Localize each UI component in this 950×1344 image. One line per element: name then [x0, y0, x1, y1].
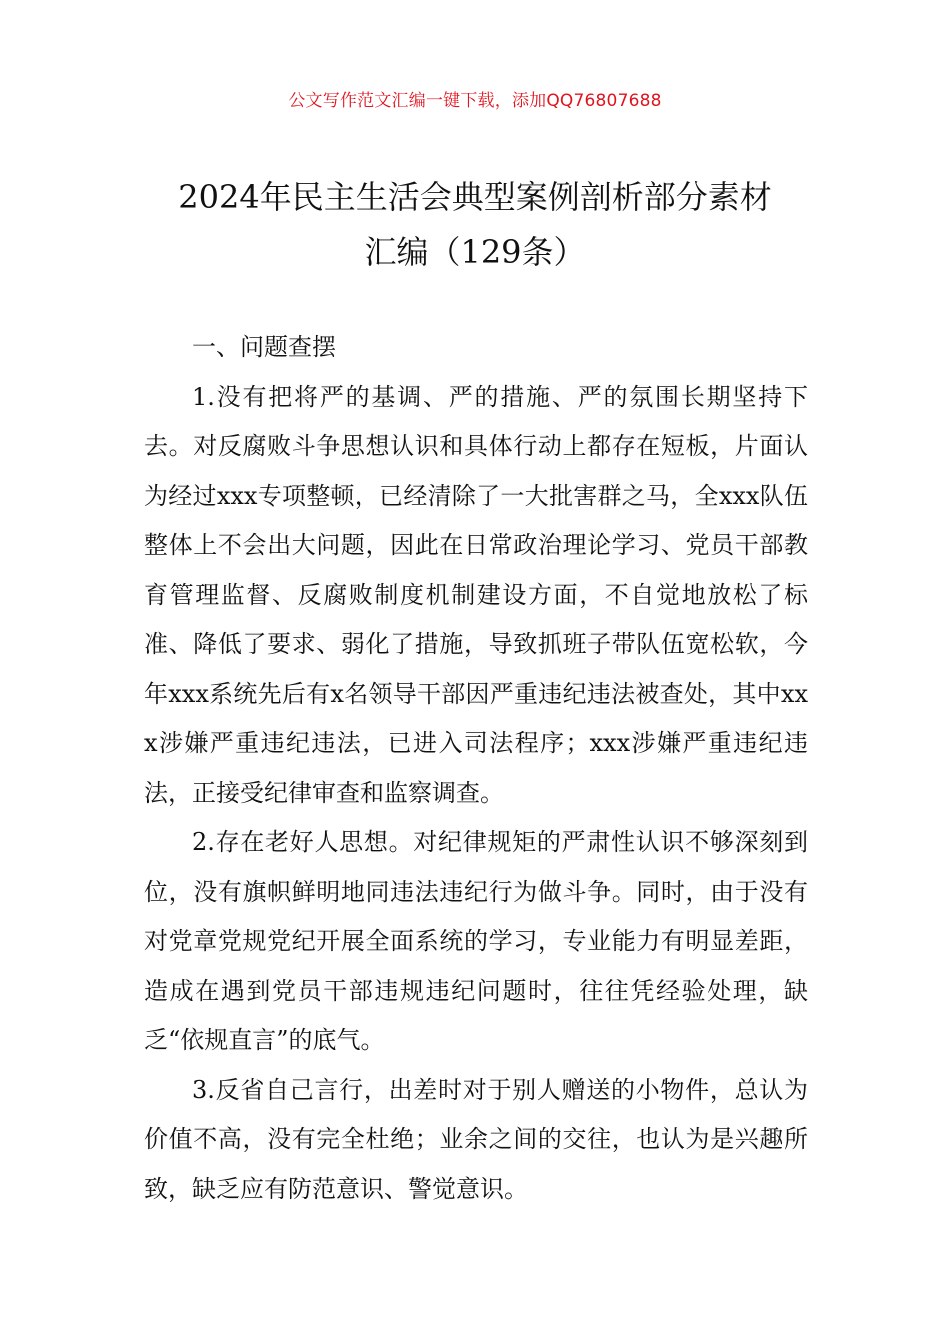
paragraph-1: 1.没有把将严的基调、严的措施、严的氛围长期坚持下去。对反腐败斗争思想认识和具体行动上都存在短板，片面认为经过xxx专项整顿，已经清除了一大批害群之马，全xxx队伍整体上不会出大问题，因此在日常政治理论学习、党员干部教育管理监督、反腐败制度机制建设方面，不自觉地放松了标准、降低了要求、弱化了措施，导致抓班子带队伍宽松软，今年xxx系统先后有x名领导干部因严重违纪违法被查处，其中xxx涉嫌严重违纪违法，已进入司法程序；xxx涉嫌严重违纪违法，正接受纪律审查和监察调查。 [144, 382, 808, 807]
title-line-2: 汇编（129条） [364, 233, 586, 271]
document-title [140, 170, 810, 280]
paragraph-3: 3.反省自己言行，出差时对于别人赠送的小物件，总认为价值不高，没有完全杜绝；业余之间的交往，也认为是兴趣所致，缺乏应有防范意识、警觉意识。 [144, 1075, 808, 1203]
header-note: 公文写作范文汇编一键下载，添加QQ76807688 [288, 91, 662, 111]
section-heading: 一、问题查摆 [192, 333, 336, 361]
title-line-1: 2024年民主生活会典型案例剖析部分素材 [178, 178, 772, 216]
paragraph-2: 2.存在老好人思想。对纪律规矩的严肃性认识不够深刻到位，没有旗帜鲜明地同违法违纪行为做斗争。同时，由于没有对党章党规党纪开展全面系统的学习，专业能力有明显差距，造成在遇到党员干部违规违纪问题时，往往凭经验处理，缺乏“依规直言”的底气。 [144, 828, 808, 1054]
document-body [144, 323, 808, 1214]
